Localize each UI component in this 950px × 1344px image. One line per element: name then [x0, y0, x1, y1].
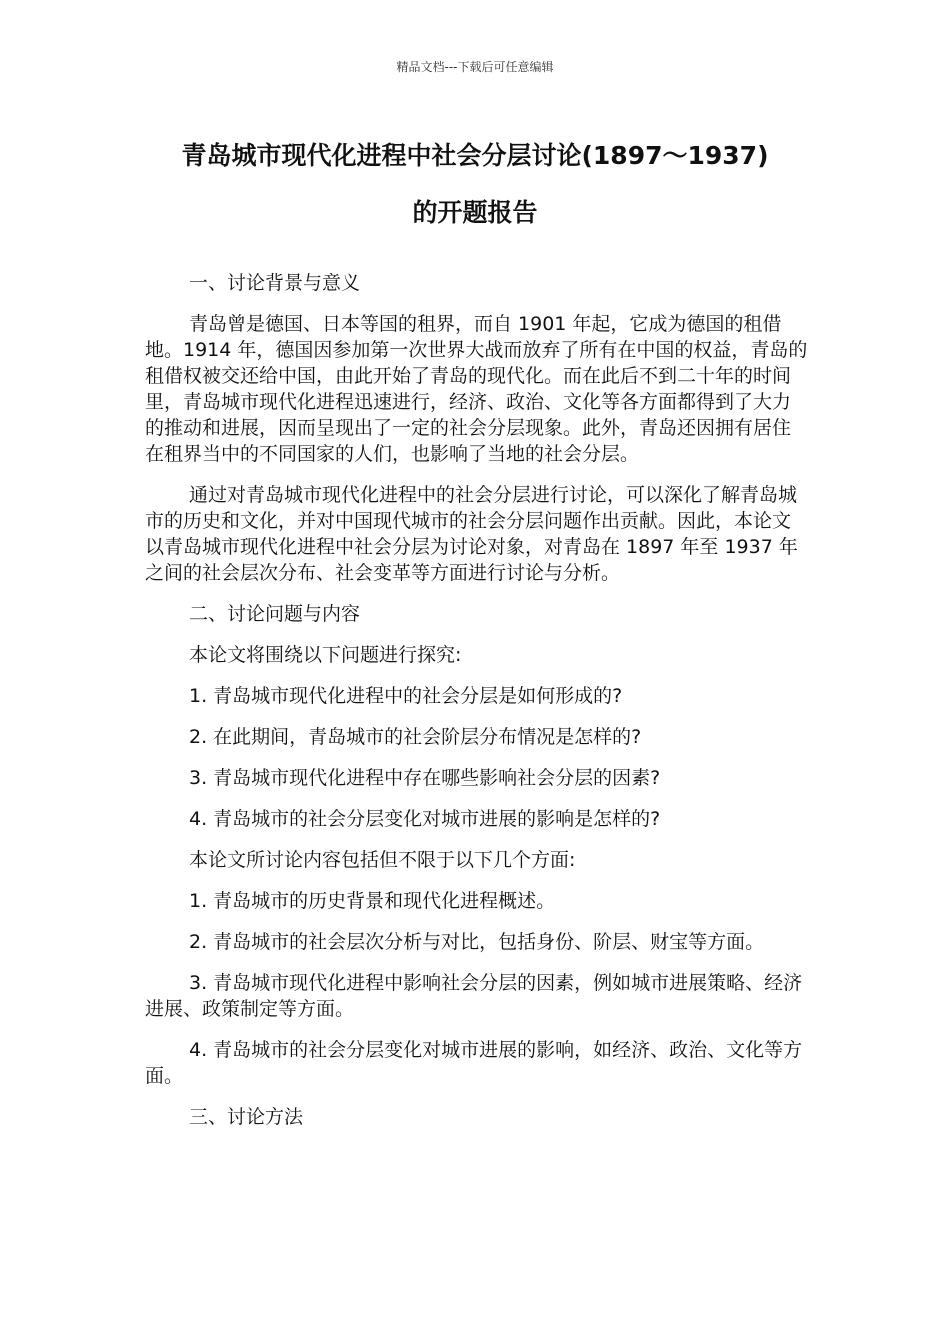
- questions-intro: 本论文将围绕以下问题进行探究:: [189, 644, 462, 666]
- question-item: 2. 在此期间，青岛城市的社会阶层分布情况是怎样的?: [189, 726, 642, 748]
- content-item: 4. 青岛城市的社会分层变化对城市进展的影响，如经济、政治、文化等方面。: [145, 1039, 803, 1087]
- content-item: 1. 青岛城市的历史背景和现代化进程概述。: [189, 890, 556, 912]
- header-note: 精品文档---下载后可任意编辑: [396, 60, 554, 74]
- question-item: 4. 青岛城市的社会分层变化对城市进展的影响是怎样的?: [189, 808, 661, 830]
- document-body: [145, 270, 809, 1145]
- contents-intro: 本论文所讨论内容包括但不限于以下几个方面:: [189, 849, 576, 871]
- paragraph-background-1: 青岛曾是德国、日本等国的租界，而自 1901 年起，它成为德国的租借地。1914 年，德国因参加第一次世界大战而放弃了所有在中国的权益，青岛的租借权被交还给中国，由此开始了青岛的现代化。而在此后不到二十年的时间里，青岛城市现代化进程迅速进行，经济、政治、文化等各方面都得到了大力的推动和进展，因而呈现出了一定的社会分层现象。此外，青岛还因拥有居住在租界当中的不同国家的人们，也影响了当地的社会分层。: [145, 313, 808, 465]
- content-item: 2. 青岛城市的社会层次分析与对比，包括身份、阶层、财宝等方面。: [189, 931, 765, 953]
- content-item: 3. 青岛城市现代化进程中影响社会分层的因素，例如城市进展策略、经济进展、政策制定等方面。: [145, 972, 803, 1020]
- section-heading-background: 一、讨论背景与意义: [189, 272, 361, 294]
- section-heading-questions: 二、讨论问题与内容: [189, 603, 361, 625]
- paragraph-background-2: 通过对青岛城市现代化进程中的社会分层进行讨论，可以深化了解青岛城市的历史和文化，并对中国现代城市的社会分层问题作出贡献。因此，本论文以青岛城市现代化进程中社会分层为讨论对象，对青岛在 1897 年至 1937 年之间的社会层次分布、社会变革等方面进行讨论与分析。: [145, 484, 798, 584]
- question-item: 3. 青岛城市现代化进程中存在哪些影响社会分层的因素?: [189, 767, 661, 789]
- question-item: 1. 青岛城市现代化进程中的社会分层是如何形成的?: [189, 685, 623, 707]
- section-heading-methods: 三、讨论方法: [189, 1106, 304, 1128]
- document-title-line2: 的开题报告: [412, 198, 538, 227]
- document-title-line1: 青岛城市现代化进程中社会分层讨论(1897～1937): [181, 141, 769, 170]
